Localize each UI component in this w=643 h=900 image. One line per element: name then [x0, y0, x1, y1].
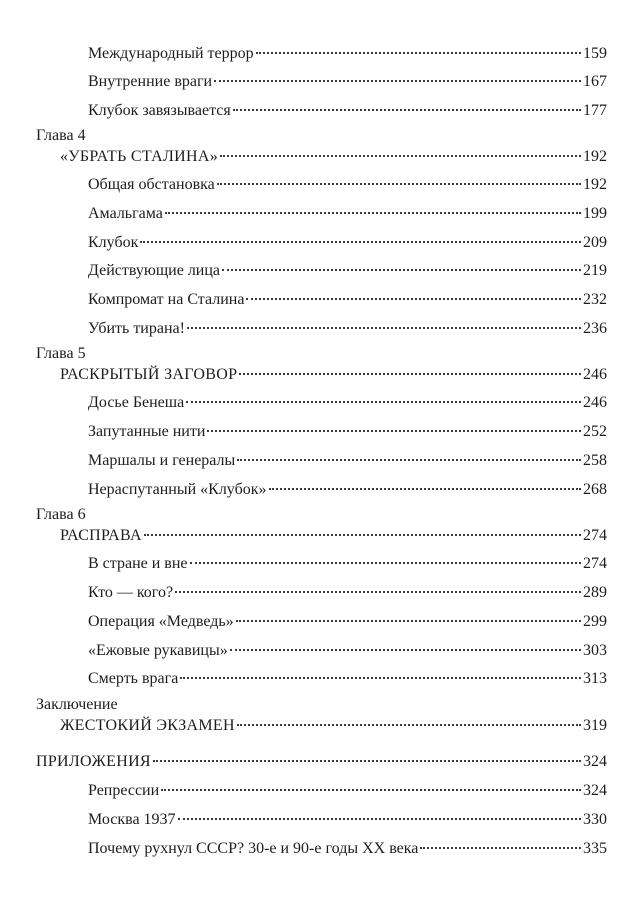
toc-entry-page: 303 [583, 642, 607, 659]
dot-leader [237, 459, 581, 461]
dot-leader [144, 534, 581, 536]
toc-entry [88, 667, 607, 691]
dot-leader [140, 241, 581, 243]
chapter-label: Глава 6 [36, 506, 86, 523]
chapter-title: РАСКРЫТЫЙ ЗАГОВОР [60, 366, 238, 383]
toc-entry [88, 420, 607, 444]
toc-entry-page: 252 [583, 423, 607, 440]
dot-leader [246, 298, 581, 300]
chapter-title-entry [36, 750, 607, 774]
dot-leader [175, 591, 581, 593]
chapter-page: 246 [583, 366, 607, 383]
chapter-title-entry [60, 363, 607, 387]
toc-entry-title: Почему рухнул СССР? 30-е и 90-е годы XX века [88, 840, 419, 857]
dot-leader [214, 80, 581, 82]
chapter-title: ПРИЛОЖЕНИЯ [36, 753, 151, 770]
dot-leader [153, 760, 581, 762]
toc-entry-title: Международный террор [88, 45, 254, 62]
chapter-title: РАСПРАВА [60, 527, 142, 544]
toc-entry-page: 192 [583, 176, 607, 193]
toc-entry [88, 808, 607, 832]
toc-entry-page: 167 [583, 73, 607, 90]
toc-entry-page: 258 [583, 452, 607, 469]
toc-entry-page: 268 [583, 481, 607, 498]
toc-entry [88, 42, 607, 66]
toc-entry [88, 202, 607, 226]
toc-entry-title: Кто — кого? [88, 584, 174, 601]
toc-entry [88, 478, 607, 502]
toc-entry-title: Операция «Медведь» [88, 613, 234, 630]
chapter-page: 192 [583, 148, 607, 165]
dot-leader [237, 724, 581, 726]
toc-entry-page: 335 [583, 840, 607, 857]
dot-leader [217, 183, 581, 185]
toc-entry-title: Досье Бенеша [88, 394, 185, 411]
toc-entry-title: Внутренние враги [88, 73, 213, 90]
dot-leader [180, 677, 581, 679]
chapter-title: «УБРАТЬ СТАЛИНА» [60, 148, 218, 165]
chapter-page: 274 [583, 527, 607, 544]
chapter-label: Глава 5 [36, 345, 86, 362]
dot-leader [207, 430, 581, 432]
dot-leader [233, 109, 581, 111]
toc-entry-title: Действующие лица [88, 262, 221, 279]
chapter-title-entry [60, 145, 607, 169]
dot-leader [161, 789, 581, 791]
toc-entry-page: 159 [583, 45, 607, 62]
toc-entry [88, 581, 607, 605]
toc-entry-page: 324 [583, 782, 607, 799]
toc-entry-title: Запутанные нити [88, 423, 206, 440]
toc-entry [88, 639, 607, 663]
toc-entry-title: Маршалы и генералы [88, 452, 236, 469]
toc-entry-page: 330 [583, 811, 607, 828]
chapter-page: 319 [583, 717, 607, 734]
toc-entry [88, 837, 607, 861]
dot-leader [190, 562, 581, 564]
toc-entry-title: «Ежовые рукавицы» [88, 642, 228, 659]
dot-leader [269, 488, 581, 490]
dot-leader [239, 373, 581, 375]
dot-leader [236, 620, 581, 622]
toc-entry-title: Москва 1937 [88, 811, 176, 828]
toc-entry-page: 177 [583, 102, 607, 119]
toc-entry [88, 449, 607, 473]
toc-entry [88, 99, 607, 123]
dot-leader [186, 401, 581, 403]
chapter-page: 324 [583, 753, 607, 770]
chapter-label: Заключение [36, 696, 118, 713]
toc-entry-page: 313 [583, 670, 607, 687]
toc-entry [88, 552, 607, 576]
dot-leader [178, 818, 581, 820]
toc-entry-title: Репрессии [88, 782, 160, 799]
toc-entry [88, 610, 607, 634]
toc-entry-title: Общая обстановка [88, 176, 215, 193]
chapter-title: ЖЕСТОКИЙ ЭКЗАМЕН [60, 717, 235, 734]
dot-leader [256, 52, 581, 54]
toc-entry-title: Компромат на Сталина [88, 291, 245, 308]
dot-leader [165, 212, 581, 214]
toc-entry-title: Нераспутанный «Клубок» [88, 481, 267, 498]
toc-entry [88, 288, 607, 312]
dot-leader [420, 847, 581, 849]
toc-entry-title: Смерть врага [88, 670, 179, 687]
toc-entry-title: Клубок завязывается [88, 102, 231, 119]
dot-leader [222, 269, 581, 271]
toc-entry-page: 209 [583, 234, 607, 251]
toc-entry [88, 259, 607, 283]
toc-entry [88, 231, 607, 255]
chapter-title-entry [60, 524, 607, 548]
toc-entry-page: 299 [583, 613, 607, 630]
toc-entry-page: 246 [583, 394, 607, 411]
toc-entry-page: 236 [583, 320, 607, 337]
toc-entry-page: 199 [583, 205, 607, 222]
toc-entry [88, 391, 607, 415]
chapter-title-entry [60, 714, 607, 738]
toc-entry-title: Амальгама [88, 205, 163, 222]
toc-entry-page: 232 [583, 291, 607, 308]
toc-entry-page: 274 [583, 555, 607, 572]
toc-entry-page: 289 [583, 584, 607, 601]
toc-entry-title: В стране и вне [88, 555, 188, 572]
toc-entry [88, 173, 607, 197]
toc-entry-title: Убить тирана! [88, 320, 185, 337]
toc-entry [88, 70, 607, 94]
toc-entry-title: Клубок [88, 234, 139, 251]
toc-entry-page: 219 [583, 262, 607, 279]
toc-entry [88, 317, 607, 341]
dot-leader [220, 155, 581, 157]
chapter-label: Глава 4 [36, 127, 86, 144]
dot-leader [187, 327, 581, 329]
dot-leader [230, 649, 581, 651]
toc-entry [88, 779, 607, 803]
